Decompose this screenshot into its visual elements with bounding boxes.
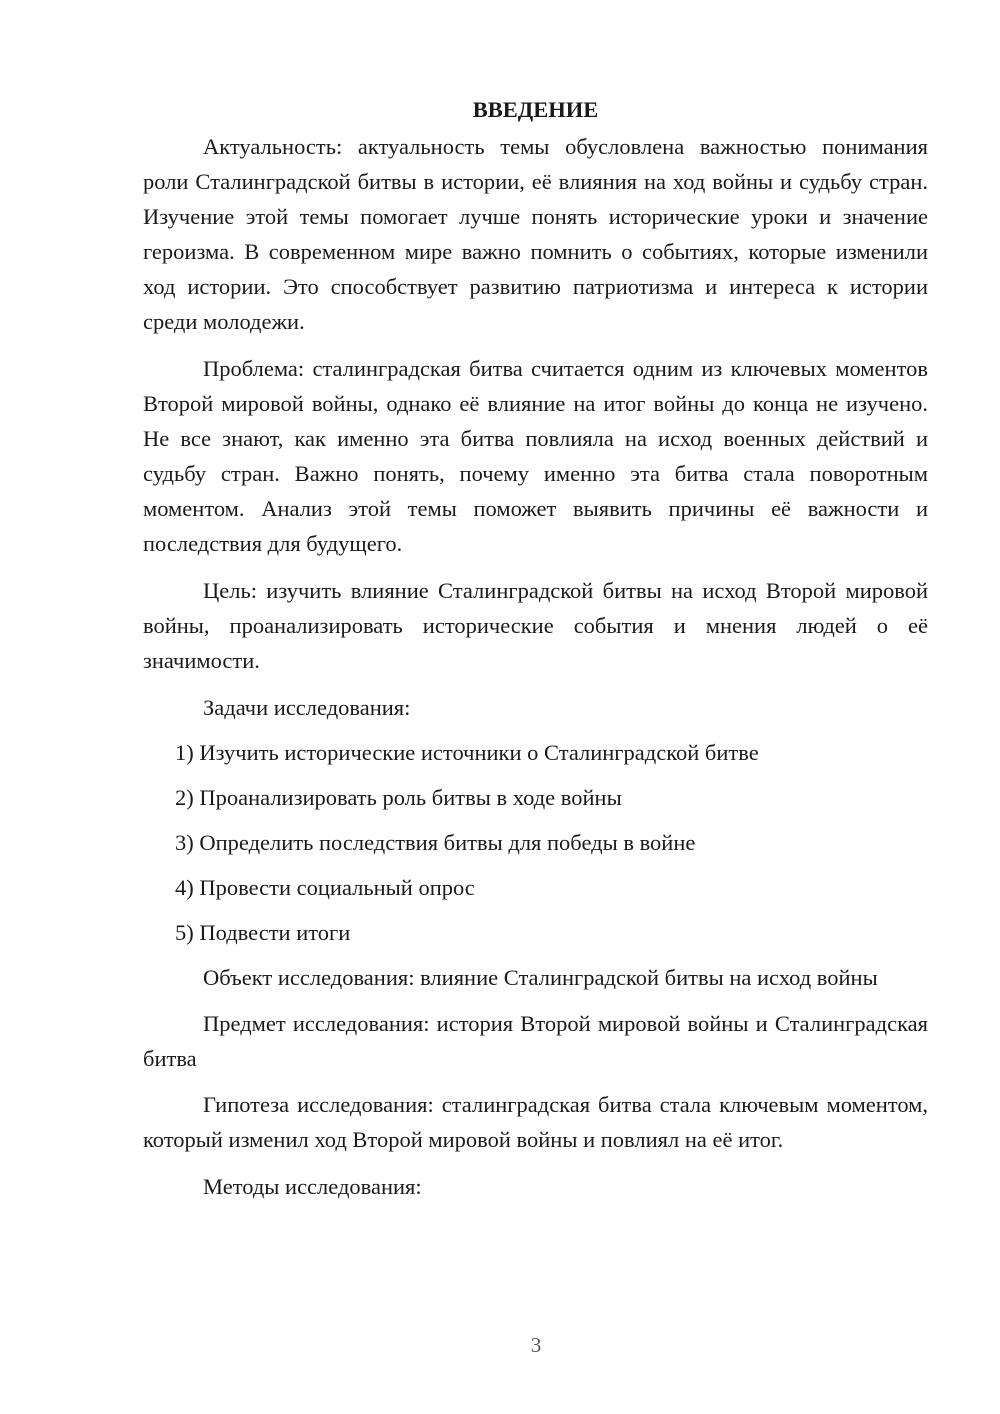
section-title: ВВЕДЕНИЕ bbox=[472, 97, 599, 122]
relevance-paragraph: Актуальность: актуальность темы обусловлена важностью понимания роли Сталинградской битвы в истории, её влияния на ход войны и судьбу стран. Изучение этой темы помогает лучше понять исторические уроки и значение героизма. В современном мире важно помнить о событиях, которые изменили ход истории. Это способствует развитию патриотизма и интереса к истории среди молодежи. bbox=[143, 134, 928, 334]
task-item: 2) Проанализировать роль битвы в ходе войны bbox=[175, 785, 622, 810]
task-item: 1) Изучить исторические источники о Сталинградской битве bbox=[175, 740, 759, 765]
methods-label: Методы исследования: bbox=[203, 1174, 422, 1199]
task-item: 4) Провести социальный опрос bbox=[175, 875, 475, 900]
task-item: 3) Определить последствия битвы для победы в войне bbox=[175, 830, 696, 855]
hypothesis-paragraph: Гипотеза исследования: сталинградская битва стала ключевым моментом, который изменил ход Второй мировой войны и повлиял на её итог. bbox=[143, 1092, 928, 1152]
goal-paragraph: Цель: изучить влияние Сталинградской битвы на исход Второй мировой войны, проанализировать исторические события и мнения людей о её значимости. bbox=[143, 578, 928, 673]
page-content bbox=[143, 92, 928, 1214]
tasks-list bbox=[143, 735, 928, 950]
subject-paragraph: Предмет исследования: история Второй мировой войны и Сталинградская битва bbox=[143, 1011, 928, 1071]
problem-paragraph: Проблема: сталинградская битва считается одним из ключевых моментов Второй мировой войны, однако её влияние на итог войны до конца не изучено. Не все знают, как именно эта битва повлияла на исход военных действий и судьбу стран. Важно понять, почему именно эта битва стала поворотным моментом. Анализ этой темы поможет выявить причины её важности и последствия для будущего. bbox=[143, 356, 928, 556]
page-number: 3 bbox=[530, 1333, 542, 1357]
task-item: 5) Подвести итоги bbox=[175, 920, 351, 945]
tasks-label: Задачи исследования: bbox=[203, 695, 411, 720]
object-paragraph: Объект исследования: влияние Сталинградской битвы на исход войны bbox=[203, 965, 878, 990]
